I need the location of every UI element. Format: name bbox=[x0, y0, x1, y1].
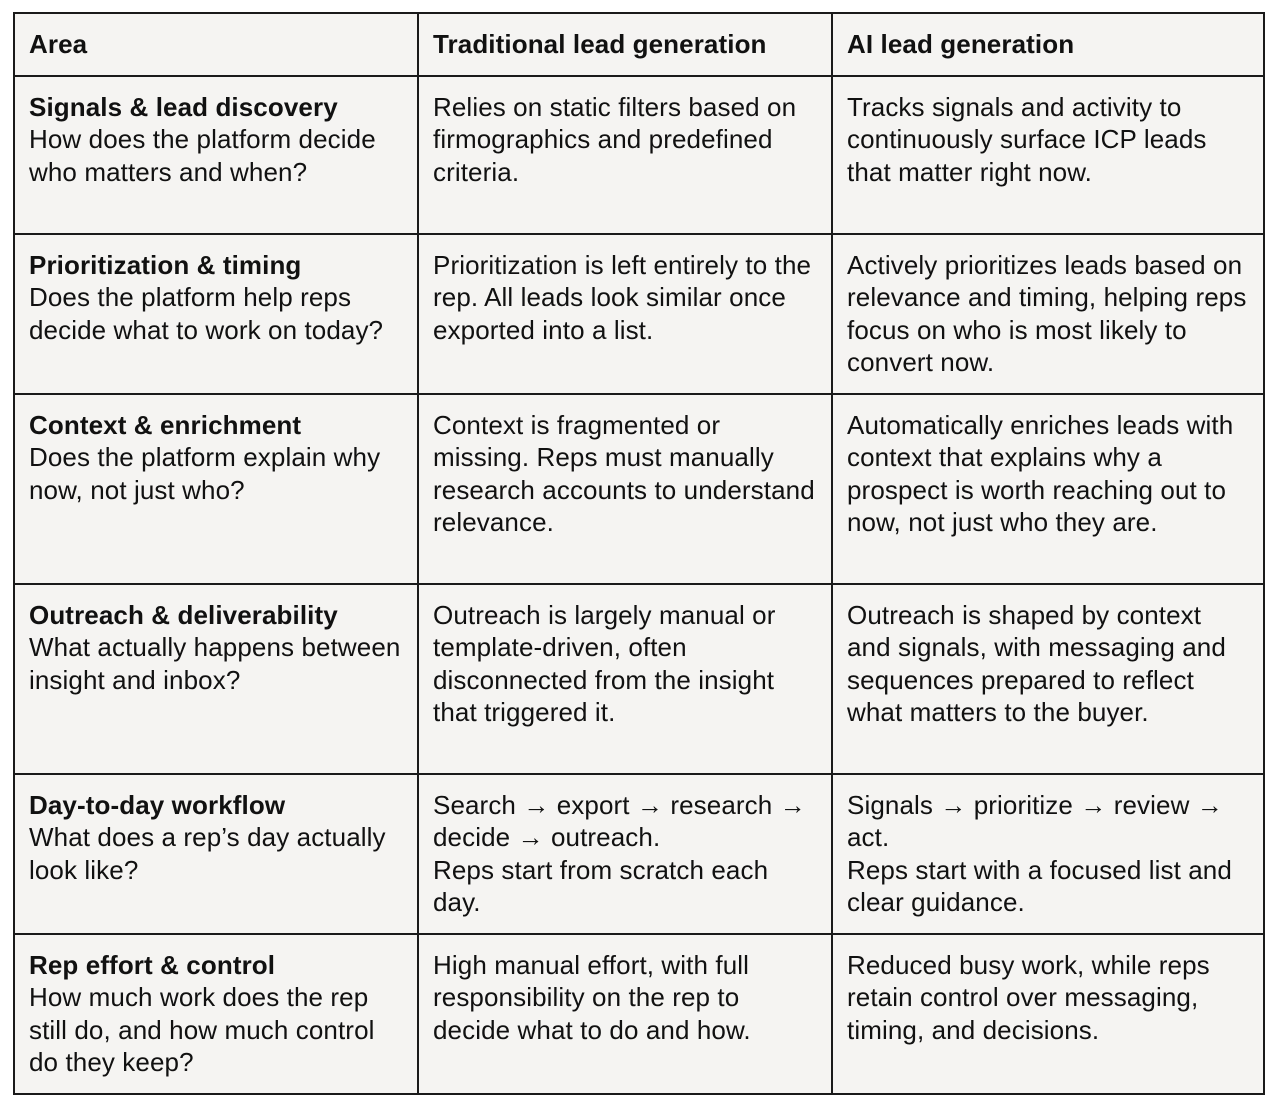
area-cell bbox=[14, 774, 418, 934]
traditional-cell: Outreach is largely manual or template-driven, often disconnected from the insight that triggered it. bbox=[418, 584, 832, 774]
area-title: Day-to-day workflow bbox=[29, 789, 286, 820]
ai-cell: Reduced busy work, while reps retain control over messaging, timing, and decisions. bbox=[832, 934, 1264, 1094]
ai-cell: Tracks signals and activity to continuously surface ICP leads that matter right now. bbox=[832, 76, 1264, 234]
table-row bbox=[14, 774, 1264, 934]
ai-cell: Actively prioritizes leads based on relevance and timing, helping reps focus on who is most likely to convert now. bbox=[832, 234, 1264, 394]
traditional-cell: Context is fragmented or missing. Reps must manually research accounts to understand relevance. bbox=[418, 394, 832, 584]
comparison-table bbox=[13, 12, 1265, 1095]
header-area: Area bbox=[14, 13, 418, 76]
area-question: Does the platform help reps decide what to work on today? bbox=[29, 282, 384, 345]
area-cell bbox=[14, 394, 418, 584]
header-ai: AI lead generation bbox=[832, 13, 1264, 76]
traditional-cell: High manual effort, with full responsibility on the rep to decide what to do and how. bbox=[418, 934, 832, 1094]
area-question: What actually happens between insight and inbox? bbox=[29, 632, 401, 695]
table-row bbox=[14, 234, 1264, 394]
area-title: Prioritization & timing bbox=[29, 249, 302, 280]
area-title: Rep effort & control bbox=[29, 949, 276, 980]
table-row bbox=[14, 584, 1264, 774]
area-cell bbox=[14, 234, 418, 394]
table-row bbox=[14, 934, 1264, 1094]
area-cell bbox=[14, 76, 418, 234]
area-title: Signals & lead discovery bbox=[29, 91, 338, 122]
area-question: How does the platform decide who matters and when? bbox=[29, 124, 376, 187]
traditional-cell: Search → export → research → decide → outreach. Reps start from scratch each day. bbox=[418, 774, 832, 934]
ai-cell: Outreach is shaped by context and signals, with messaging and sequences prepared to reflect what matters to the buyer. bbox=[832, 584, 1264, 774]
area-question: How much work does the rep still do, and how much control do they keep? bbox=[29, 982, 375, 1077]
traditional-cell: Prioritization is left entirely to the rep. All leads look similar once exported into a list. bbox=[418, 234, 832, 394]
area-title: Context & enrichment bbox=[29, 409, 302, 440]
area-cell bbox=[14, 934, 418, 1094]
header-traditional: Traditional lead generation bbox=[418, 13, 832, 76]
traditional-cell: Relies on static filters based on firmographics and predefined criteria. bbox=[418, 76, 832, 234]
area-cell bbox=[14, 584, 418, 774]
table-row bbox=[14, 76, 1264, 234]
table-header-row bbox=[14, 13, 1264, 76]
table-row bbox=[14, 394, 1264, 584]
area-title: Outreach & deliverability bbox=[29, 599, 338, 630]
ai-cell: Signals → prioritize → review → act. Reps start with a focused list and clear guidance. bbox=[832, 774, 1264, 934]
area-question: Does the platform explain why now, not just who? bbox=[29, 442, 381, 505]
ai-cell: Automatically enriches leads with context that explains why a prospect is worth reaching out to now, not just who they are. bbox=[832, 394, 1264, 584]
area-question: What does a rep’s day actually look like? bbox=[29, 822, 386, 885]
